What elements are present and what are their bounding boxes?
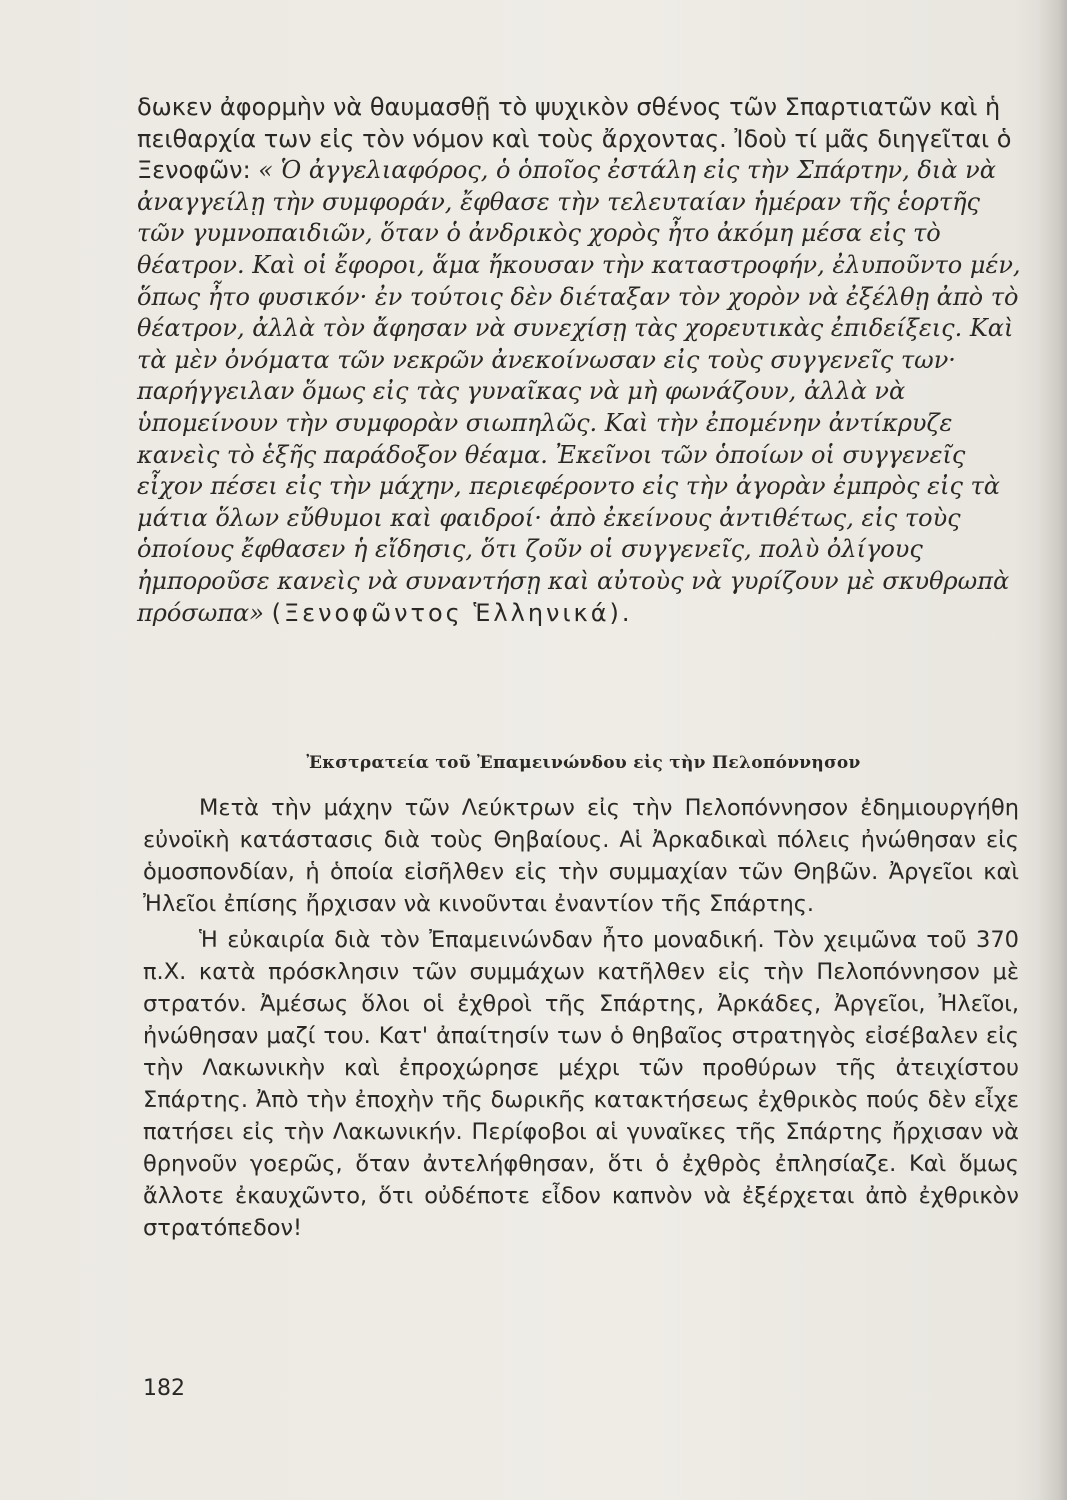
section-heading: Ἐκστρατεία τοῦ Ἐπαμεινώνδου εἰς τὴν Πελοπόννησον xyxy=(306,753,861,773)
quote-intro-text: δωκεν ἀφορμὴν νὰ θαυμασθῇ τὸ ψυχικὸν σθένος τῶν Σπαρτιατῶν καὶ ἡ πειθαρχία των εἰς τὸν νόμον καὶ τοὺς ἄρχοντας. Ἰδοὺ τί μᾶς διηγεῖται ὁ Ξενοφῶν: xyxy=(137,93,1012,185)
quote-body-text: « Ὁ ἀγγελιαφόρος, ὁ ὁποῖος ἐστάλη εἰς τὴν Σπάρτην, διὰ νὰ ἀναγγείλῃ τὴν συμφοράν, ἔφθασε τὴν τελευταίαν ἡμέραν τῆς ἑορτῆς τῶν γυμνοπαιδιῶν, ὅταν ὁ ἀνδρικὸς χορὸς ἦτο ἀκόμη μέσα εἰς τὸ θέατρον. Καὶ οἱ ἔφοροι, ἅμα ἤκουσαν τὴν καταστροφήν, ἐλυποῦντο μέν, ὅπως ἦτο φυσικόν· ἐν τούτοις δὲν διέταξαν τὸν χορὸν νὰ ἐξέλθῃ ἀπὸ τὸ θέατρον, ἀλλὰ τὸν ἄφησαν νὰ συνεχίσῃ τὰς χορευτικὰς ἐπιδείξεις. Καὶ τὰ μὲν ὀνόματα τῶν νεκρῶν ἀνεκοίνωσαν εἰς τοὺς συγγενεῖς των· παρήγγειλαν ὅμως εἰς τὰς γυναῖκας νὰ μὴ φωνάζουν, ἀλλὰ νὰ ὑπομείνουν τὴν συμφορὰν σιωπηλῶς. Καὶ τὴν ἐπομένην ἀντίκρυζε κανεὶς τὸ ἑξῆς παράδοξον θέαμα. Ἐκεῖνοι τῶν ὁποίων οἱ συγγενεῖς εἶχον πέσει εἰς τὴν μάχην, περιεφέροντο εἰς τὴν ἀγορὰν ἐμπρὸς εἰς τὰ μάτια ὅλων εὔθυμοι καὶ φαιδροί· ἀπὸ ἐκείνους ἀντιθέτως, εἰς τοὺς ὁποίους ἔφθασεν ἡ εἴδησις, ὅτι ζοῦν οἱ συγγενεῖς, πολὺ ὀλίγους ἠμποροῦσε κανεὶς νὰ συναντήσῃ καὶ αὐτοὺς νὰ γυρίζουν μὲ σκυθρωπὰ πρόσωπα» xyxy=(137,156,1021,627)
page-number: 182 xyxy=(143,1376,185,1401)
xenophon-quote-passage xyxy=(137,92,1027,629)
section-body xyxy=(143,792,1019,1244)
page-edge-shadow xyxy=(1037,0,1067,1500)
paragraph: Μετὰ τὴν μάχην τῶν Λεύκτρων εἰς τὴν Πελοπόννησον ἐδημιουργήθη εὐνοϊκὴ κατάστασις διὰ τοὺς Θηβαίους. Αἱ Ἀρκαδικαὶ πόλεις ἠνώθησαν εἰς ὁμοσπονδίαν, ἡ ὁποία εἰσῆλθεν εἰς τὴν συμμαχίαν τῶν Θηβῶν. Ἀργεῖοι καὶ Ἠλεῖοι ἐπίσης ἤρχισαν νὰ κινοῦνται ἐναντίον τῆς Σπάρτης. xyxy=(143,795,1019,917)
paragraph: Ἡ εὐκαιρία διὰ τὸν Ἐπαμεινώνδαν ἦτο μοναδική. Τὸν χειμῶνα τοῦ 370 π.Χ. κατὰ πρόσκλησιν τῶν συμμάχων κατῆλθεν εἰς τὴν Πελοπόννησον μὲ στρατόν. Ἀμέσως ὅλοι οἱ ἐχθροὶ τῆς Σπάρτης, Ἀρκάδες, Ἀργεῖοι, Ἠλεῖοι, ἠνώθησαν μαζί του. Κατ' ἀπαίτησίν των ὁ θηβαῖος στρατηγὸς εἰσέβαλεν εἰς τὴν Λακωνικὴν καὶ ἐπροχώρησε μέχρι τῶν προθύρων τῆς ἀτειχίστου Σπάρτης. Ἀπὸ τὴν ἐποχὴν τῆς δωρικῆς κατακτήσεως ἐχθρικὸς πούς δὲν εἶχε πατήσει εἰς τὴν Λακωνικήν. Περίφοβοι αἱ γυναῖκες τῆς Σπάρτης ἤρχισαν νὰ θρηνοῦν γοερῶς, ὅταν ἀντελήφθησαν, ὅτι ὁ ἐχθρὸς ἐπλησίαζε. Καὶ ὅμως ἄλλοτε ἐκαυχῶντο, ὅτι οὐδέποτε εἶδον καπνὸν νὰ ἐξέρχεται ἀπὸ ἐχθρικὸν στρατόπεδον! xyxy=(143,927,1019,1241)
quote-source: (Ξενοφῶντος Ἑλληνικά). xyxy=(271,598,633,627)
